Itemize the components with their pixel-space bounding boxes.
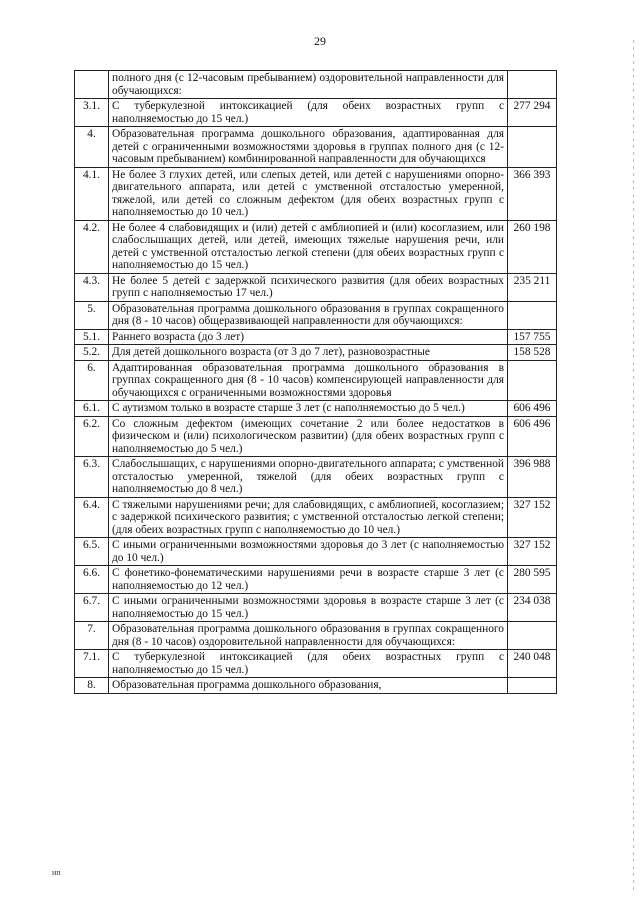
table-row bbox=[75, 220, 557, 273]
row-value bbox=[508, 127, 557, 168]
row-value: 240 048 bbox=[508, 650, 557, 678]
row-description: Образовательная программа дошкольного образования, адаптированная для детей с ограниченными возможностями здоровья в группах полного дня (с 12-часовым пребыванием) комбинированной направленности для обучающихся bbox=[109, 127, 508, 168]
row-number: 6.4. bbox=[75, 497, 109, 538]
tariff-table bbox=[74, 70, 557, 694]
row-description: Не более 4 слабовидящих и (или) детей с амблиопией и (или) косоглазием, или слабослышащих детей, или детей, имеющих тяжелые нарушения речи, или детей с умственной отсталостью легкой степени (для обеих возрастных групп с наполняемостью до 15 чел.) bbox=[109, 220, 508, 273]
row-value bbox=[508, 678, 557, 694]
table-row bbox=[75, 360, 557, 401]
scan-edge bbox=[633, 40, 634, 890]
row-description: Адаптированная образовательная программа дошкольного образования в группах сокращенного дня (8 - 10 часов) компенсирующей направленности для обучающихся с ограниченными возможностями здоровья bbox=[109, 360, 508, 401]
row-description: Не более 5 детей с задержкой психического развития (для обеих возрастных групп с наполняемостью 17 чел.) bbox=[109, 273, 508, 301]
row-description: С иными ограниченными возможностями здоровья в возрасте старше 3 лет (с наполняемостью до 15 чел.) bbox=[109, 594, 508, 622]
row-description: С туберкулезной интоксикацией (для обеих возрастных групп с наполняемостью до 15 чел.) bbox=[109, 99, 508, 127]
table-row bbox=[75, 401, 557, 417]
row-description: Образовательная программа дошкольного образования в группах сокращенного дня (8 - 10 часов) общеразвивающей направленности для обучающихся: bbox=[109, 301, 508, 329]
page-number: 29 bbox=[314, 34, 326, 48]
row-description: Образовательная программа дошкольного образования в группах сокращенного дня (8 - 10 часов) оздоровительной направленности для обучающихся: bbox=[109, 622, 508, 650]
table-row bbox=[75, 127, 557, 168]
row-value bbox=[508, 301, 557, 329]
row-value: 396 988 bbox=[508, 457, 557, 498]
table-row bbox=[75, 678, 557, 694]
row-number: 5. bbox=[75, 301, 109, 329]
table-row bbox=[75, 538, 557, 566]
row-description: Образовательная программа дошкольного образования, bbox=[109, 678, 508, 694]
table-row bbox=[75, 99, 557, 127]
row-description: С аутизмом только в возрасте старше 3 лет (с наполняемостью до 5 чел.) bbox=[109, 401, 508, 417]
row-number: 6.3. bbox=[75, 457, 109, 498]
table-row bbox=[75, 594, 557, 622]
row-number: 6.2. bbox=[75, 416, 109, 457]
row-description: С иными ограниченными возможностями здоровья до 3 лет (с наполняемостью до 10 чел.) bbox=[109, 538, 508, 566]
row-value: 234 038 bbox=[508, 594, 557, 622]
row-number: 4. bbox=[75, 127, 109, 168]
row-value: 327 152 bbox=[508, 497, 557, 538]
table-row bbox=[75, 273, 557, 301]
table-row bbox=[75, 497, 557, 538]
row-number: 5.2. bbox=[75, 345, 109, 361]
footer-mark: ип bbox=[52, 868, 61, 877]
row-number: 3.1. bbox=[75, 99, 109, 127]
row-value: 235 211 bbox=[508, 273, 557, 301]
row-number: 4.3. bbox=[75, 273, 109, 301]
row-number: 6.5. bbox=[75, 538, 109, 566]
row-number: 7. bbox=[75, 622, 109, 650]
row-description: Слабослышащих, с нарушениями опорно-двигательного аппарата; с умственной отсталостью умеренной, тяжелой (для обеих возрастных групп с наполняемостью до 8 чел.) bbox=[109, 457, 508, 498]
table-row bbox=[75, 329, 557, 345]
row-description: полного дня (с 12-часовым пребыванием) оздоровительной направленности для обучающихся: bbox=[109, 71, 508, 99]
row-description: Раннего возраста (до 3 лет) bbox=[109, 329, 508, 345]
row-number: 6. bbox=[75, 360, 109, 401]
row-number: 6.7. bbox=[75, 594, 109, 622]
table-row bbox=[75, 301, 557, 329]
table-row bbox=[75, 566, 557, 594]
row-number bbox=[75, 71, 109, 99]
row-description: С фонетико-фонематическими нарушениями речи в возрасте старше 3 лет (с наполняемостью до 12 чел.) bbox=[109, 566, 508, 594]
row-number: 4.1. bbox=[75, 167, 109, 220]
row-description: Со сложным дефектом (имеющих сочетание 2 или более недостатков в физическом и (или) психологическом развитии) (для обеих возрастных групп с наполняемостью до 5 чел.) bbox=[109, 416, 508, 457]
row-value bbox=[508, 622, 557, 650]
table-row bbox=[75, 622, 557, 650]
row-value: 158 528 bbox=[508, 345, 557, 361]
row-number: 6.1. bbox=[75, 401, 109, 417]
table-row bbox=[75, 416, 557, 457]
row-number: 5.1. bbox=[75, 329, 109, 345]
row-description: С туберкулезной интоксикацией (для обеих возрастных групп с наполняемостью до 15 чел.) bbox=[109, 650, 508, 678]
row-description: Для детей дошкольного возраста (от 3 до 7 лет), разновозрастные bbox=[109, 345, 508, 361]
table-row bbox=[75, 650, 557, 678]
row-description: С тяжелыми нарушениями речи; для слабовидящих, с амблиопией, косоглазием; с задержкой психического развития; с умственной отсталостью легкой степени; (для обеих возрастных групп с наполняемостью до 10 чел.) bbox=[109, 497, 508, 538]
row-value: 327 152 bbox=[508, 538, 557, 566]
row-value: 366 393 bbox=[508, 167, 557, 220]
row-description: Не более 3 глухих детей, или слепых детей, или детей с нарушениями опорно-двигательного аппарата, или детей с умственной отсталостью умеренной, тяжелой, или детей со сложным дефектом (для обеих возрастных групп с наполняемостью до 10 чел.) bbox=[109, 167, 508, 220]
row-value: 606 496 bbox=[508, 416, 557, 457]
row-number: 8. bbox=[75, 678, 109, 694]
row-value bbox=[508, 71, 557, 99]
row-number: 6.6. bbox=[75, 566, 109, 594]
table-body bbox=[75, 71, 557, 694]
table-row bbox=[75, 71, 557, 99]
row-number: 7.1. bbox=[75, 650, 109, 678]
table-row bbox=[75, 167, 557, 220]
table-row bbox=[75, 345, 557, 361]
table-row bbox=[75, 457, 557, 498]
row-value: 606 496 bbox=[508, 401, 557, 417]
row-value: 260 198 bbox=[508, 220, 557, 273]
row-value: 277 294 bbox=[508, 99, 557, 127]
row-value bbox=[508, 360, 557, 401]
row-value: 280 595 bbox=[508, 566, 557, 594]
row-value: 157 755 bbox=[508, 329, 557, 345]
row-number: 4.2. bbox=[75, 220, 109, 273]
